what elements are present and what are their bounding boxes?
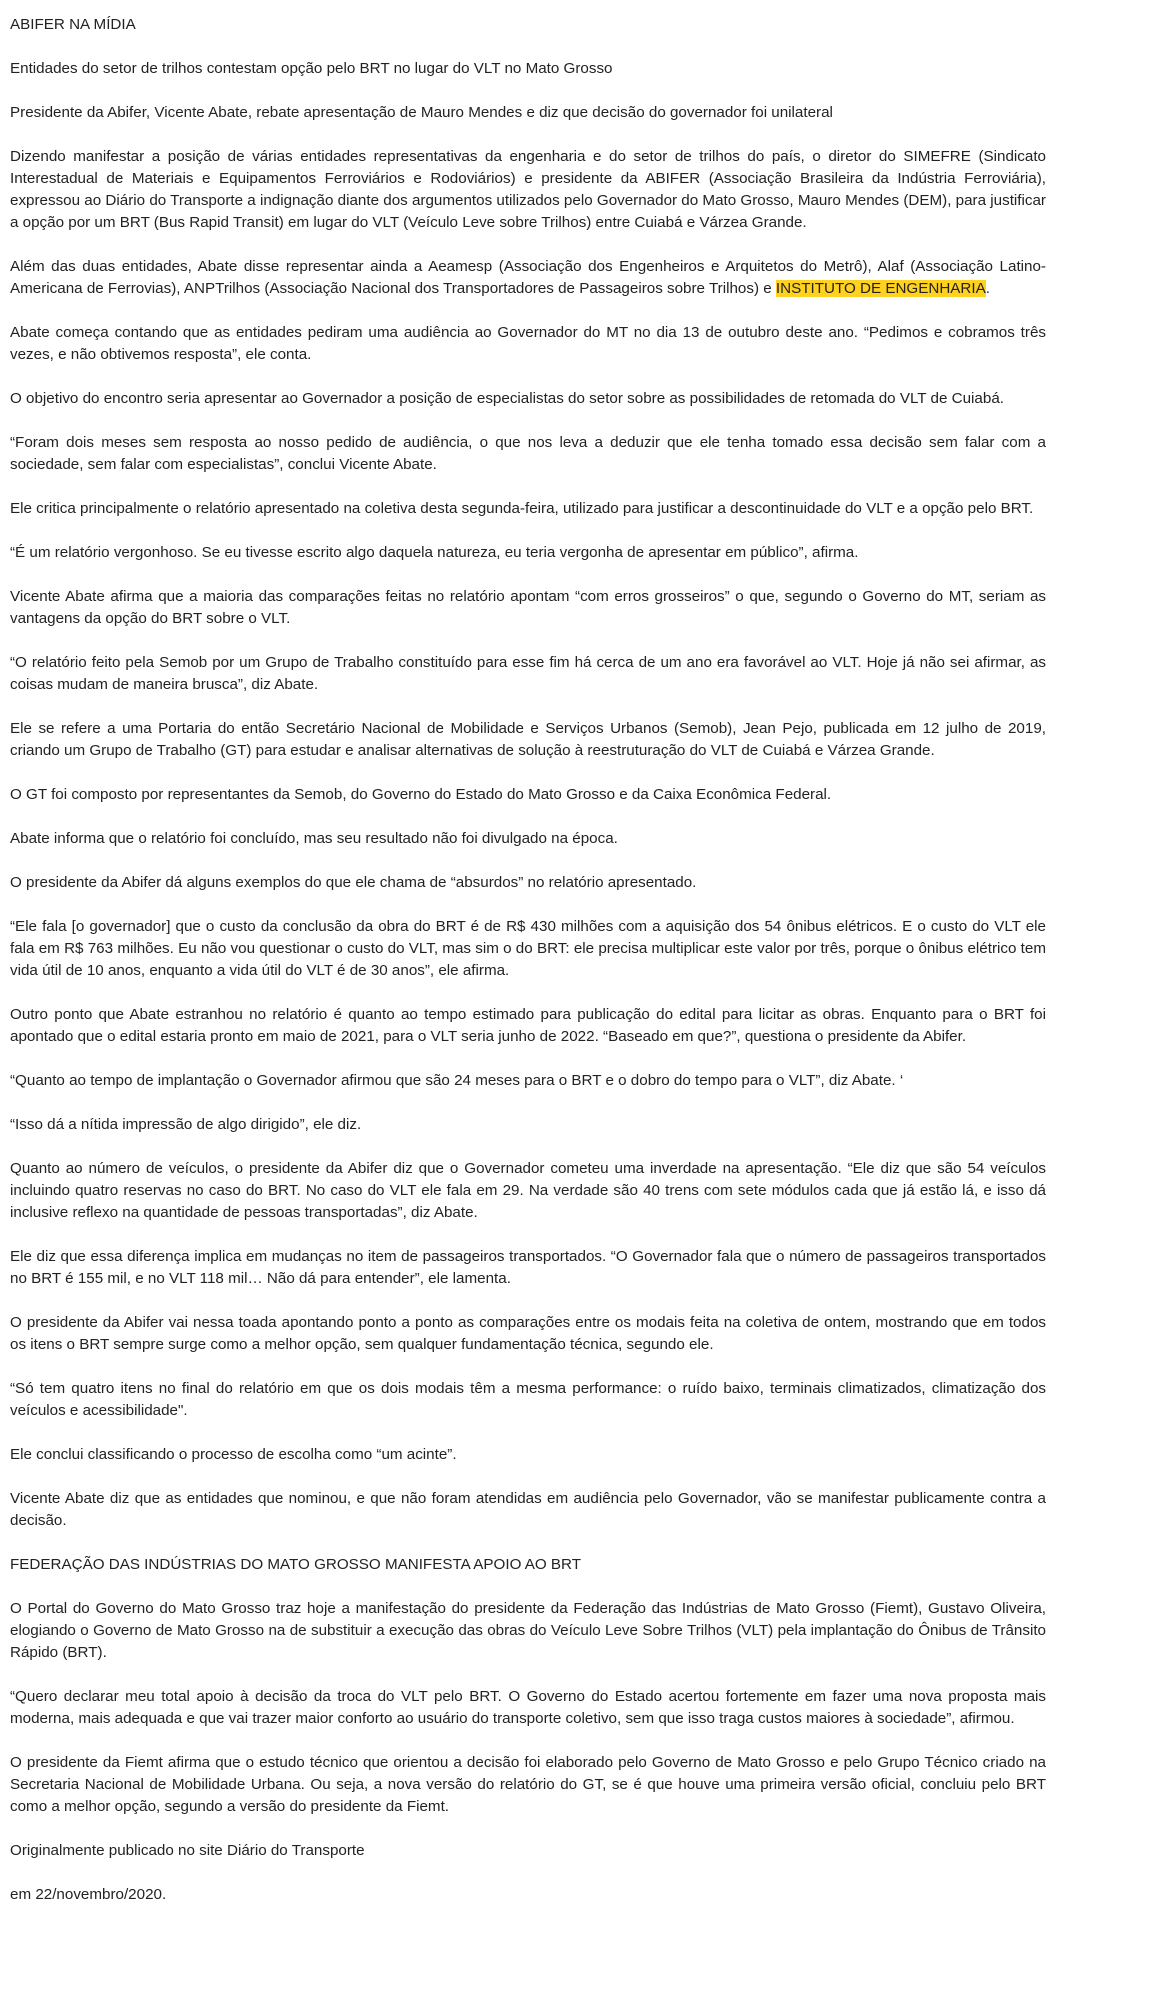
highlighted-text: INSTITUTO DE ENGENHARIA [775,280,986,297]
paragraph: O presidente da Abifer dá alguns exemplos do que ele chama de “absurdos” no relatório apresentado. [10,874,697,891]
paragraph: O Portal do Governo do Mato Grosso traz hoje a manifestação do presidente da Federação das Indústrias de Mato Grosso (Fiemt), Gustavo Oliveira, elogiando o Governo de Mato Grosso na de substituir a execução das obras do Veículo Leve Sobre Trilhos (VLT) pela implantação do Ônibus de Trânsito Rápido (BRT). [10,1600,1046,1661]
paragraph: Abate informa que o relatório foi concluído, mas seu resultado não foi divulgado na época. [10,830,618,847]
paragraph: “Quanto ao tempo de implantação o Governador afirmou que são 24 meses para o BRT e o dobro do tempo para o VLT”, diz Abate. ‘ [10,1072,904,1089]
paragraph: Abate começa contando que as entidades pediram uma audiência ao Governador do MT no dia 13 de outubro deste ano. “Pedimos e cobramos três vezes, e não obtivemos resposta”, ele conta. [10,324,1046,363]
paragraph: Ele critica principalmente o relatório apresentado na coletiva desta segunda-feira, utilizado para justificar a descontinuidade do VLT e a opção pelo BRT. [10,500,1034,517]
section-heading: ABIFER NA MÍDIA [10,16,136,33]
article-title: Entidades do setor de trilhos contestam opção pelo BRT no lugar do VLT no Mato Grosso [10,60,613,77]
paragraph: O presidente da Abifer vai nessa toada apontando ponto a ponto as comparações entre os modais feita na coletiva de ontem, mostrando que em todos os itens o BRT sempre surge como a melhor opção, sem qualquer fundamentação técnica, segundo ele. [10,1314,1046,1353]
section-heading: FEDERAÇÃO DAS INDÚSTRIAS DO MATO GROSSO MANIFESTA APOIO AO BRT [10,1556,582,1573]
paragraph-text: Além das duas entidades, Abate disse representar ainda a Aeamesp (Associação dos Engenheiros e Arquitetos do Metrô), Alaf (Associação Latino-Americana de Ferrovias), ANPTrilhos (Associação Nacional dos Transportadores de Passageiros sobre Trilhos) e [10,258,1046,297]
source-note: Originalmente publicado no site Diário do Transporte [10,1842,365,1859]
paragraph: “Isso dá a nítida impressão de algo dirigido”, ele diz. [10,1116,362,1133]
paragraph: “O relatório feito pela Semob por um Grupo de Trabalho constituído para esse fim há cerca de um ano era favorável ao VLT. Hoje já não sei afirmar, as coisas mudam de maneira brusca”, diz Abate. [10,654,1046,693]
paragraph: O objetivo do encontro seria apresentar ao Governador a posição de especialistas do setor sobre as possibilidades de retomada do VLT de Cuiabá. [10,390,1004,407]
paragraph: Ele se refere a uma Portaria do então Secretário Nacional de Mobilidade e Serviços Urbanos (Semob), Jean Pejo, publicada em 12 julho de 2019, criando um Grupo de Trabalho (GT) para estudar e analisar alternativas de solução à reestruturação do VLT de Cuiabá e Várzea Grande. [10,720,1046,759]
paragraph: O presidente da Fiemt afirma que o estudo técnico que orientou a decisão foi elaborado pelo Governo de Mato Grosso e pelo Grupo Técnico criado na Secretaria Nacional de Mobilidade Urbana. Ou seja, a nova versão do relatório do GT, se é que houve uma primeira versão oficial, concluiu pelo BRT como a melhor opção, segundo a versão do presidente da Fiemt. [10,1754,1046,1815]
paragraph: Outro ponto que Abate estranhou no relatório é quanto ao tempo estimado para publicação do edital para licitar as obras. Enquanto para o BRT foi apontado que o edital estaria pronto em maio de 2021, para o VLT seria junho de 2022. “Baseado em que?”, questiona o presidente da Abifer. [10,1006,1046,1045]
paragraph: Vicente Abate diz que as entidades que nominou, e que não foram atendidas em audiência pelo Governador, vão se manifestar publicamente contra a decisão. [10,1490,1046,1529]
paragraph: Dizendo manifestar a posição de várias entidades representativas da engenharia e do setor de trilhos do país, o diretor do SIMEFRE (Sindicato Interestadual de Materiais e Equipamentos Ferroviários e Rodoviários) e presidente da ABIFER (Associação Brasileira da Indústria Ferroviária), expressou ao Diário do Transporte a indignação diante dos argumentos utilizados pelo Governador do Mato Grosso, Mauro Mendes (DEM), para justificar a opção por um BRT (Bus Rapid Transit) em lugar do VLT (Veículo Leve sobre Trilhos) entre Cuiabá e Várzea Grande. [10,148,1046,231]
article-subtitle: Presidente da Abifer, Vicente Abate, rebate apresentação de Mauro Mendes e diz que decisão do governador foi unilateral [10,104,833,121]
paragraph: Quanto ao número de veículos, o presidente da Abifer diz que o Governador cometeu uma inverdade na apresentação. “Ele diz que são 54 veículos incluindo quatro reservas no caso do BRT. No caso do VLT ele fala em 29. Na verdade são 40 trens com sete módulos cada que já estão lá, e isso dá inclusive reflexo na quantidade de pessoas transportadas”, diz Abate. [10,1160,1046,1221]
paragraph: O GT foi composto por representantes da Semob, do Governo do Estado do Mato Grosso e da Caixa Econômica Federal. [10,786,832,803]
publication-date: em 22/novembro/2020. [10,1886,167,1903]
paragraph [10,256,1046,300]
paragraph: “Quero declarar meu total apoio à decisão da troca do VLT pelo BRT. O Governo do Estado acertou fortemente em fazer uma nova proposta mais moderna, mais adequada e que vai trazer maior conforto ao usuário do transporte coletivo, sem que isso traga custos maiores à sociedade”, afirmou. [10,1688,1046,1727]
paragraph: “Ele fala [o governador] que o custo da conclusão da obra do BRT é de R$ 430 milhões com a aquisição dos 54 ônibus elétricos. E o custo do VLT ele fala em R$ 763 milhões. Eu não vou questionar o custo do VLT, mas sim o do BRT: ele precisa multiplicar este valor por três, porque o ônibus elétrico tem vida útil de 10 anos, enquanto a vida útil do VLT é de 30 anos”, ele afirma. [10,918,1046,979]
article-body [10,14,1046,1906]
paragraph: “Foram dois meses sem resposta ao nosso pedido de audiência, o que nos leva a deduzir que ele tenha tomado essa decisão sem falar com a sociedade, sem falar com especialistas”, conclui Vicente Abate. [10,434,1046,473]
paragraph: Vicente Abate afirma que a maioria das comparações feitas no relatório apontam “com erros grosseiros” o que, segundo o Governo do MT, seriam as vantagens da opção do BRT sobre o VLT. [10,588,1046,627]
paragraph: “É um relatório vergonhoso. Se eu tivesse escrito algo daquela natureza, eu teria vergonha de apresentar em público”, afirma. [10,544,859,561]
paragraph: Ele conclui classificando o processo de escolha como “um acinte”. [10,1446,457,1463]
paragraph: “Só tem quatro itens no final do relatório em que os dois modais têm a mesma performance: o ruído baixo, terminais climatizados, climatização dos veículos e acessibilidade". [10,1380,1046,1419]
paragraph-text: . [985,280,990,297]
paragraph: Ele diz que essa diferença implica em mudanças no item de passageiros transportados. “O Governador fala que o número de passageiros transportados no BRT é 155 mil, e no VLT 118 mil… Não dá para entender”, ele lamenta. [10,1248,1046,1287]
